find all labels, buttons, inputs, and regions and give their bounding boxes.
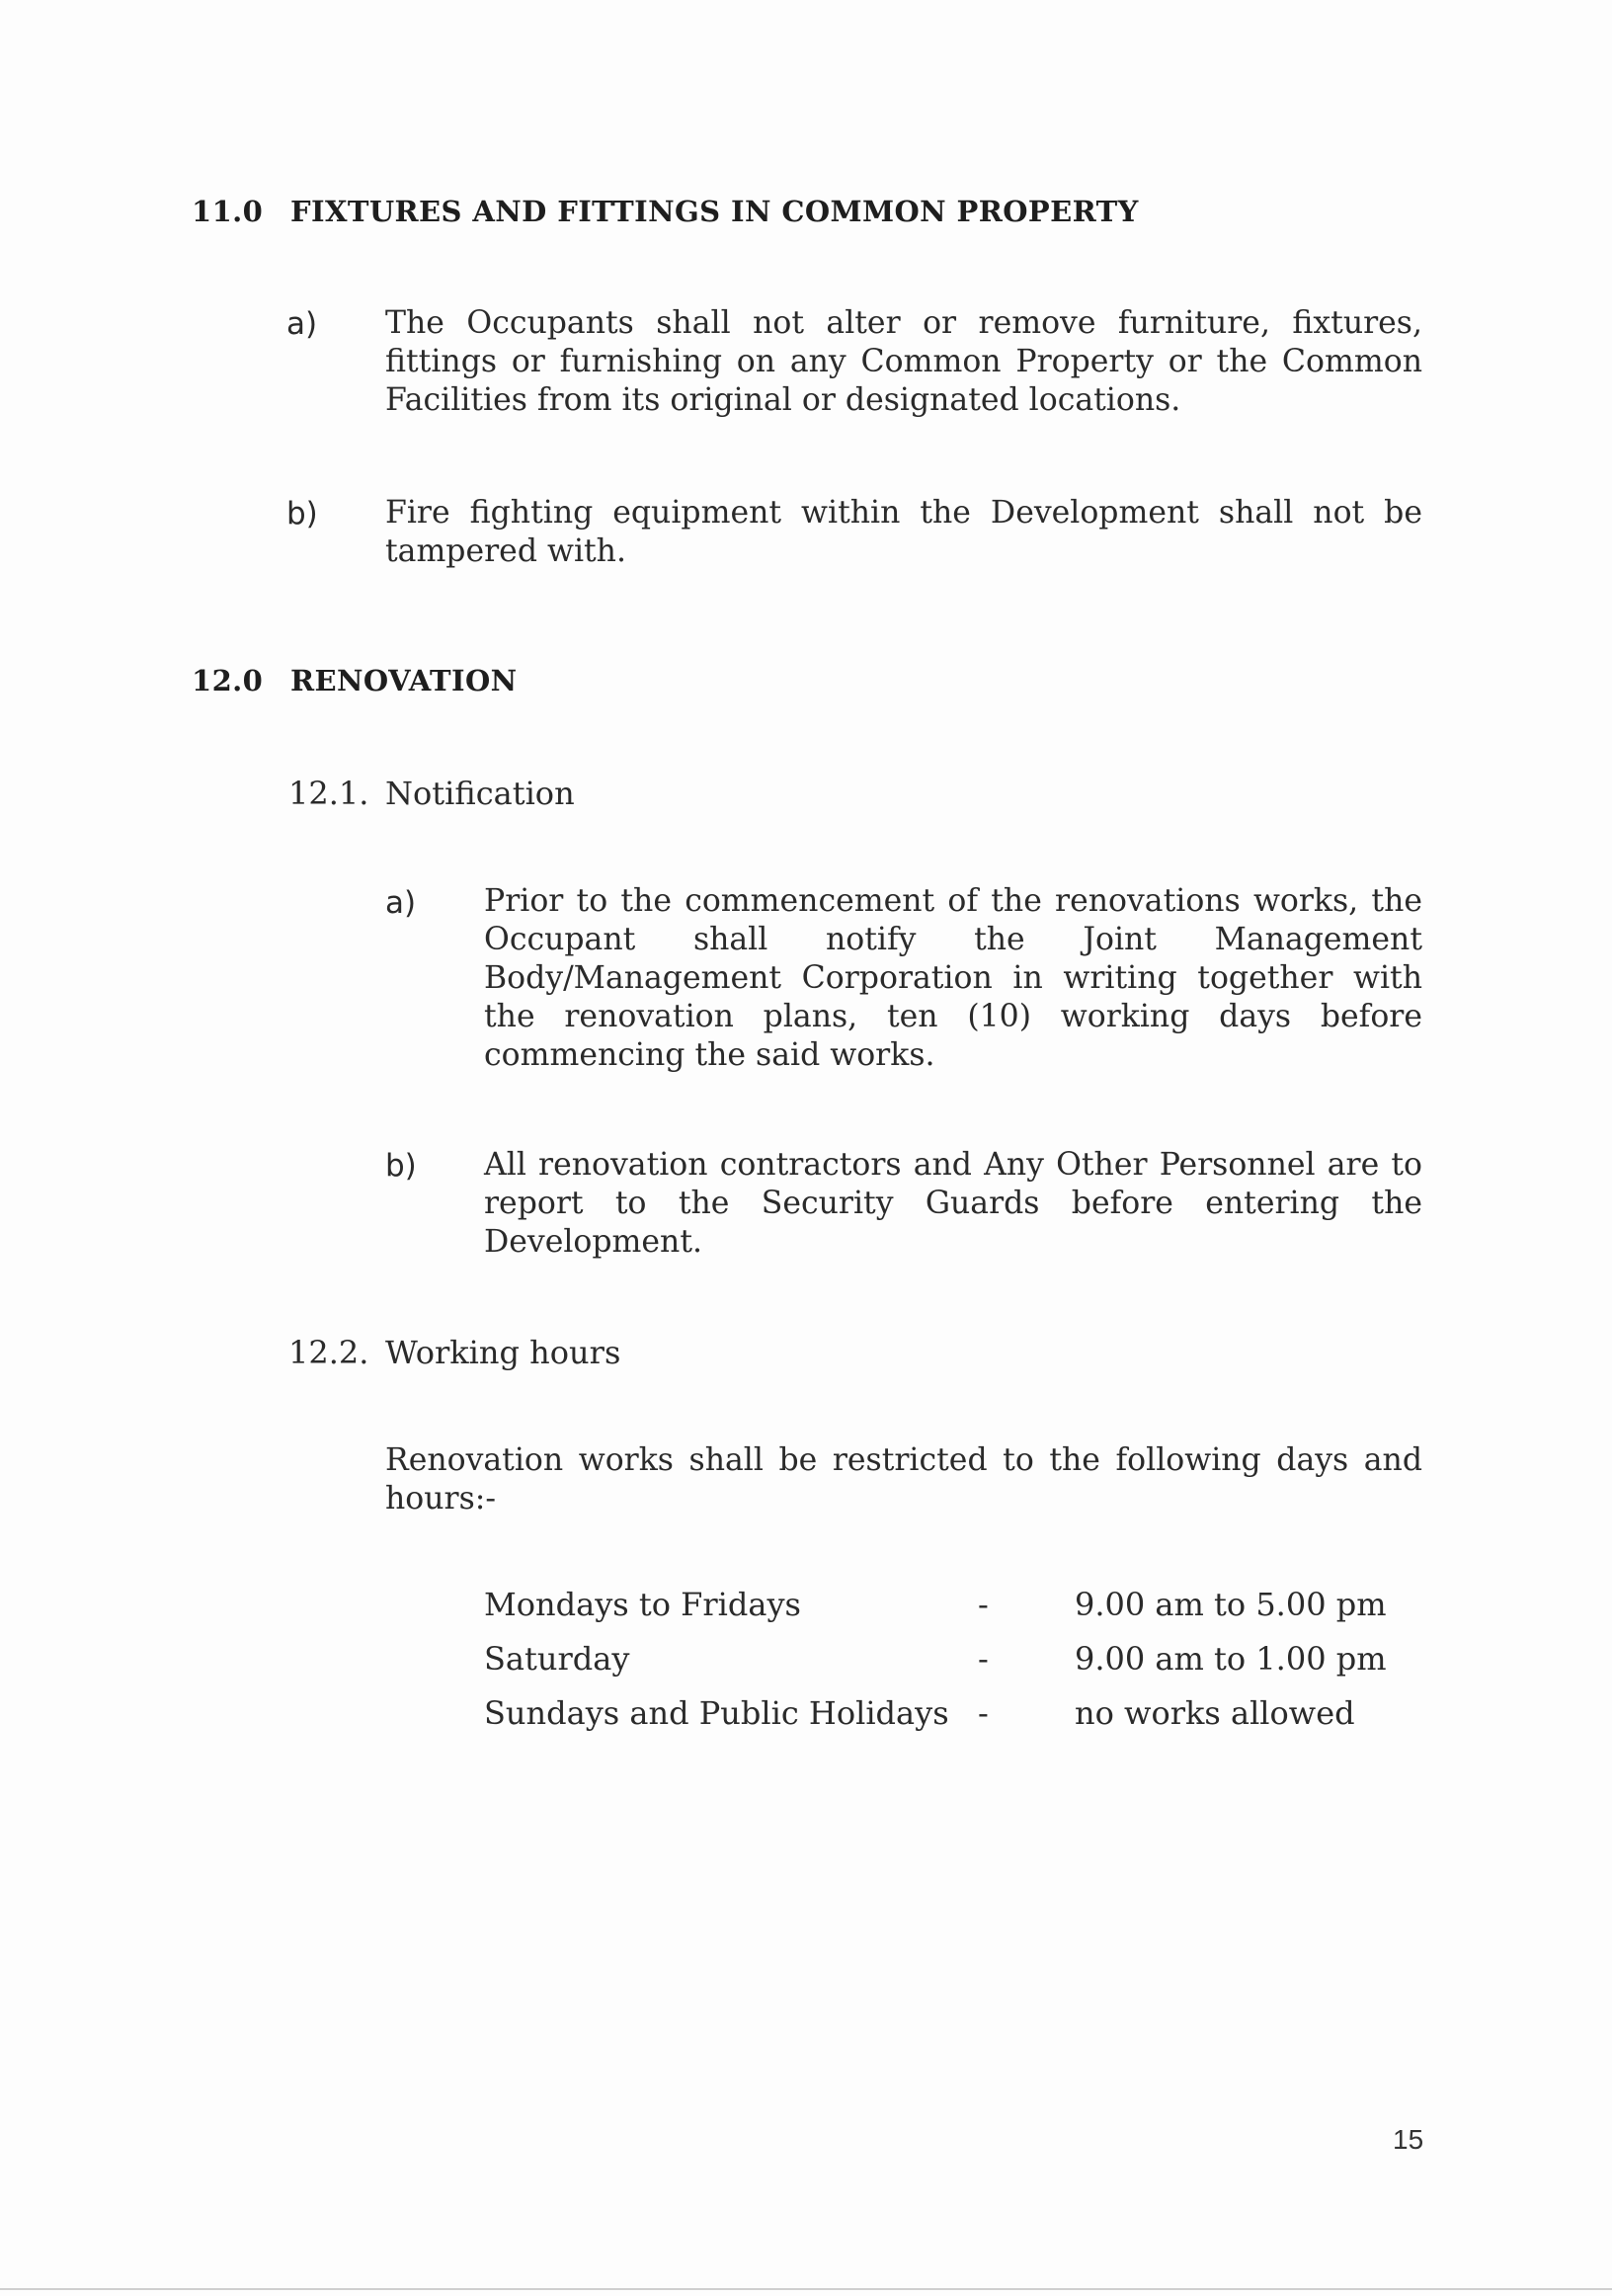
page-number: 15 xyxy=(1393,2124,1424,2155)
schedule-dash: - xyxy=(978,1694,989,1732)
section-11-item-b-text: Fire fighting equipment within the Development shall not be tampered with. xyxy=(385,495,1422,569)
schedule-dash: - xyxy=(978,1640,989,1678)
schedule-time: 9.00 am to 1.00 pm xyxy=(1075,1640,1387,1678)
schedule-day: Mondays to Fridays xyxy=(484,1586,801,1623)
schedule-time: no works allowed xyxy=(1075,1694,1355,1732)
working-hours-intro: Renovation works shall be restricted to the following days and hours:- xyxy=(385,1442,1422,1517)
schedule-time: 9.00 am to 5.00 pm xyxy=(1075,1586,1387,1623)
subsection-12-2-number: 12.2. xyxy=(288,1334,369,1371)
subsection-12-1-number: 12.1. xyxy=(288,775,369,812)
section-11-item-a-marker: a) xyxy=(286,306,318,342)
section-11-item-a-text: The Occupants shall not alter or remove furniture, fixtures, fittings or furnishing on any Common Property or the Common Facilities from its original or designated locations. xyxy=(385,305,1422,418)
subsection-12-2-heading xyxy=(288,1334,620,1371)
schedule-row xyxy=(484,1640,1472,1689)
section-12-title: RENOVATION xyxy=(290,664,518,697)
section-11-title: FIXTURES AND FITTINGS IN COMMON PROPERTY xyxy=(290,195,1139,228)
schedule-row xyxy=(484,1694,1472,1744)
schedule-day: Sundays and Public Holidays xyxy=(484,1694,949,1732)
subsection-12-1-item-b-text: All renovation contractors and Any Other Personnel are to report to the Security Guards before entering the Development. xyxy=(484,1147,1422,1260)
schedule-dash: - xyxy=(978,1586,989,1623)
subsection-12-1-item-a-marker: a) xyxy=(385,885,417,921)
subsection-12-1-heading xyxy=(288,775,575,812)
section-11-number: 11.0 xyxy=(192,195,264,228)
section-11-item-b-marker: b) xyxy=(286,496,318,532)
subsection-12-1-item-b-marker: b) xyxy=(385,1148,417,1184)
schedule-day: Saturday xyxy=(484,1640,630,1678)
scan-edge-divider xyxy=(0,2288,1612,2290)
section-12-heading xyxy=(192,664,518,697)
section-12-number: 12.0 xyxy=(192,664,264,697)
schedule-row xyxy=(484,1586,1472,1635)
subsection-12-2-title: Working hours xyxy=(385,1334,621,1371)
subsection-12-1-item-a-text: Prior to the commencement of the renovations works, the Occupant shall notify the Joint Management Body/Management Corporation in writing together with the renovation plans, ten (10) working days before commencing the said works. xyxy=(484,883,1422,1073)
subsection-12-1-title: Notification xyxy=(385,775,575,812)
section-11-heading xyxy=(192,195,1139,228)
